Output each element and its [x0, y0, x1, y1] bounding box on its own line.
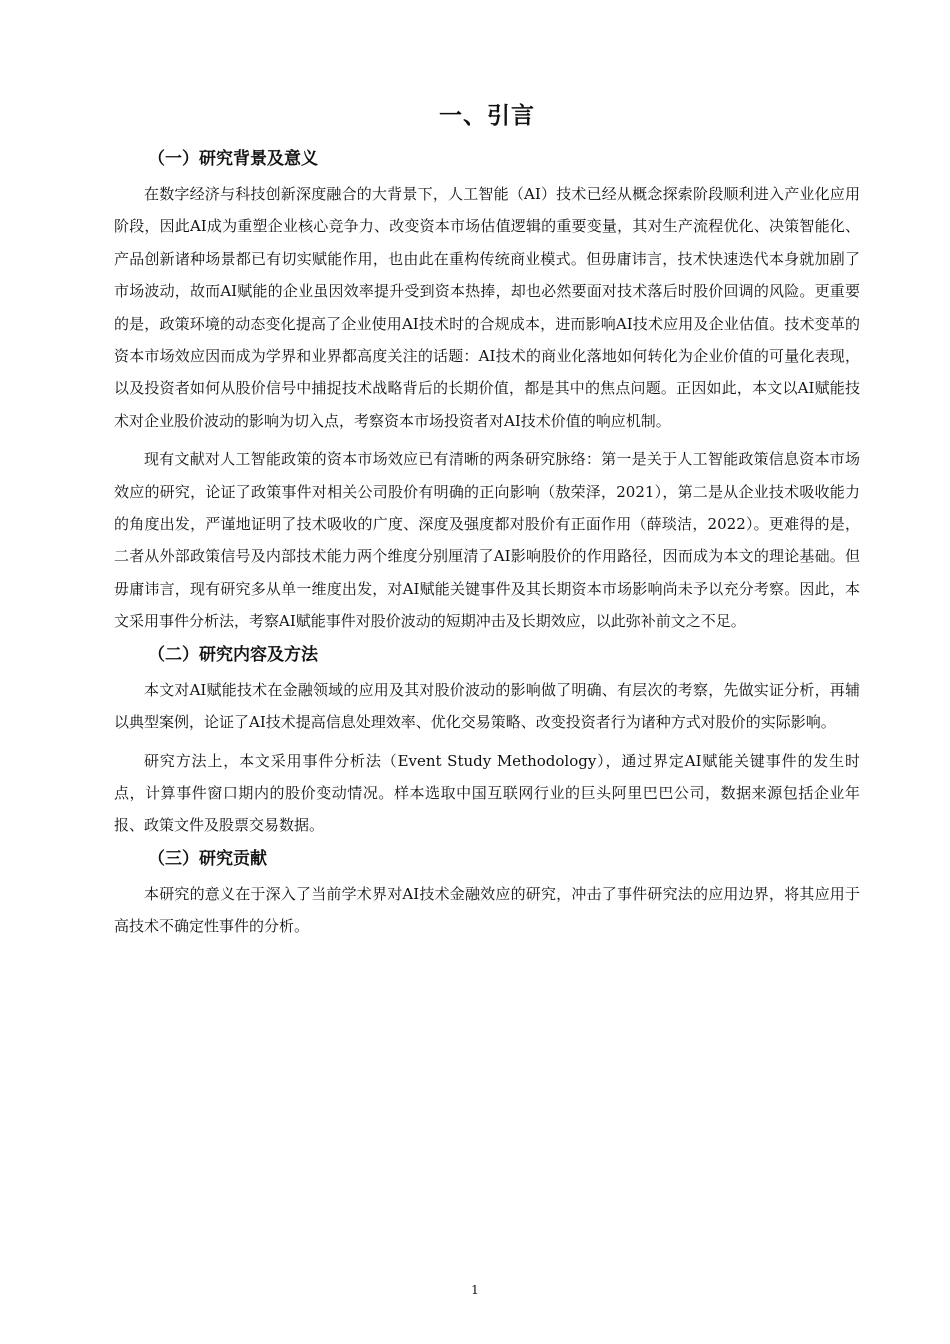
paragraph: 本文对AI赋能技术在金融领域的应用及其对股价波动的影响做了明确、有层次的考察，先做实证分析，再辅以典型案例，论证了AI技术提高信息处理效率、优化交易策略、改变投资者行为诸种方式对股价的实际影响。 — [114, 680, 860, 732]
paragraph: 研究方法上，本文采用事件分析法（Event Study Methodology），通过界定AI赋能关键事件的发生时点，计算事件窗口期内的股价变动情况。样本选取中国互联网行业的巨头阿里巴巴公司，数据来源包括企业年报、政策文件及股票交易数据。 — [114, 751, 860, 835]
section-heading-background: （一）研究背景及意义 — [148, 149, 318, 169]
paragraph: 本研究的意义在于深入了当前学术界对AI技术金融效应的研究，冲击了事件研究法的应用边界，将其应用于高技术不确定性事件的分析。 — [114, 884, 860, 936]
paragraph: 现有文献对人工智能政策的资本市场效应已有清晰的两条研究脉络：第一是关于人工智能政策信息资本市场效应的研究，论证了政策事件对相关公司股价有明确的正向影响（敖荣泽，2021），第二是从企业技术吸收能力的角度出发，严谨地证明了技术吸收的广度、深度及强度都对股价有正面作用（薛琰洁，2022）。更难得的是，二者从外部政策信号及内部技术能力两个维度分别厘清了AI影响股价的作用路径，因而成为本文的理论基础。但毋庸讳言，现有研究多从单一维度出发，对AI赋能关键事件及其长期资本市场影响尚未予以充分考察。因此，本文采用事件分析法，考察AI赋能事件对股价波动的短期冲击及长期效应，以此弥补前文之不足。 — [114, 450, 860, 631]
page-content — [114, 100, 860, 943]
paragraph: 在数字经济与科技创新深度融合的大背景下，人工智能（AI）技术已经从概念探索阶段顺利进入产业化应用阶段，因此AI成为重塑企业核心竞争力、改变资本市场估值逻辑的重要变量，其对生产流程优化、决策智能化、产品创新诸种场景都已有切实赋能作用，也由此在重构传统商业模式。但毋庸讳言，技术快速迭代本身就加剧了市场波动，故而AI赋能的企业虽因效率提升受到资本热捧，却也必然要面对技术落后时股价回调的风险。更重要的是，政策环境的动态变化提高了企业使用AI技术时的合规成本，进而影响AI技术应用及企业估值。技术变革的资本市场效应因而成为学界和业界都高度关注的话题：AI技术的商业化落地如何转化为企业价值的可量化表现，以及投资者如何从股价信号中捕捉技术战略背后的长期价值，都是其中的焦点问题。正因如此，本文以AI赋能技术对企业股价波动的影响为切入点，考察资本市场投资者对AI技术价值的响应机制。 — [114, 185, 860, 430]
section-heading-contribution: （三）研究贡献 — [148, 848, 267, 869]
page-number: 1 — [471, 1283, 479, 1297]
section-heading-content-methods: （二）研究内容及方法 — [148, 644, 318, 665]
chapter-title: 一、引言 — [439, 103, 535, 129]
